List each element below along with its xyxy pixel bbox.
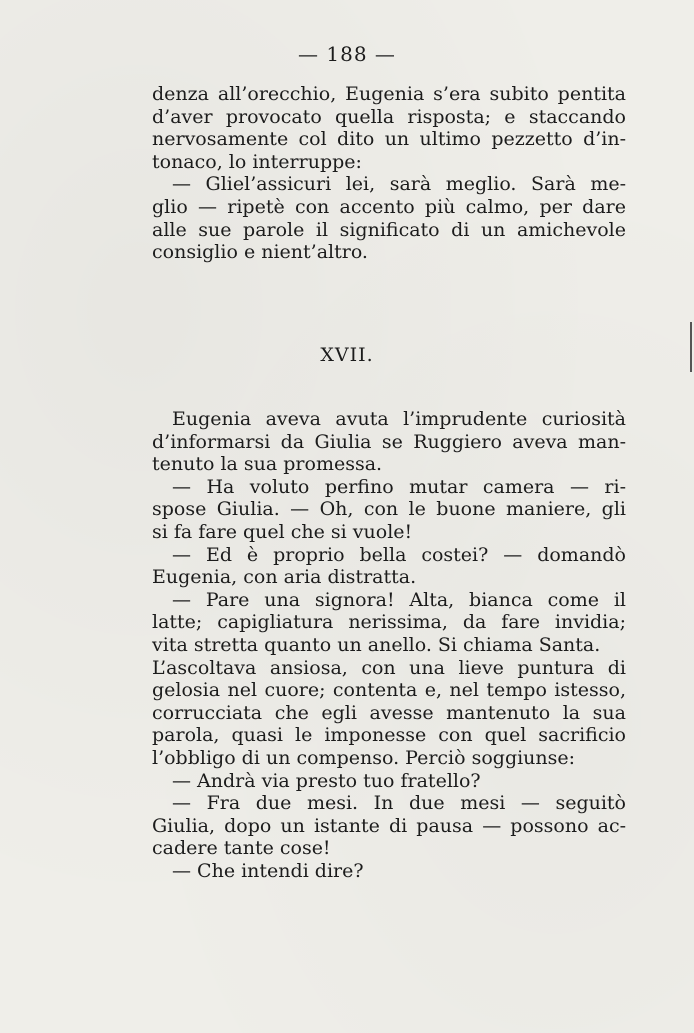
- text-line: spose Giulia. — Oh, con le buone maniere, gli: [152, 498, 626, 521]
- chapter-body: [152, 408, 626, 882]
- text-line: d’aver provocato quella risposta; e staccando: [152, 105, 626, 128]
- text-line: — Ed è proprio bella costei? — domandò: [172, 543, 626, 566]
- text-line: denza all’orecchio, Eugenia s’era subito pentita: [152, 83, 626, 105]
- text-line: Eugenia, con aria distratta.: [152, 566, 417, 589]
- text-line: Eugenia aveva avuta l’imprudente curiosità: [172, 408, 626, 430]
- text-line: glio — ripetè con accento più calmo, per dare: [152, 195, 626, 218]
- text-line: L’ascoltava ansiosa, con una lieve puntura di: [152, 656, 626, 679]
- text-line: — Pare una signora! Alta, bianca come il: [172, 588, 626, 611]
- text-line: nervosamente col dito un ultimo pezzetto d’in-: [152, 128, 626, 151]
- text-line: consiglio e nient’altro.: [152, 241, 368, 264]
- text-line: — Gliel’assicuri lei, sarà meglio. Sarà me-: [172, 173, 626, 196]
- text-line: d’informarsi da Giulia se Ruggiero aveva man-: [152, 430, 626, 453]
- text-line: si fa fare quel che si vuole!: [152, 520, 413, 543]
- text-line: l’obbligo di un compenso. Perciò soggiunse:: [152, 746, 576, 769]
- text-line: gelosia nel cuore; contenta e, nel tempo istesso,: [152, 679, 626, 702]
- page-number: — 188 —: [298, 42, 396, 66]
- text-line: — Andrà via presto tuo fratello?: [172, 769, 481, 792]
- text-line: parola, quasi le imponesse con quel sacrificio: [152, 724, 626, 747]
- text-line: corrucciata che egli avesse mantenuto la sua: [152, 701, 626, 724]
- text-line: latte; capigliatura nerissima, da fare invidia;: [152, 611, 626, 634]
- text-line: — Che intendi dire?: [172, 859, 364, 882]
- text-line: alle sue parole il significato di un amichevole: [152, 218, 626, 241]
- text-line: tenuto la sua promessa.: [152, 453, 383, 476]
- text-line: vita stretta quanto un anello. Si chiama Santa.: [152, 633, 601, 656]
- text-line: — Fra due mesi. In due mesi — seguitò: [172, 792, 626, 815]
- text-line: — Ha voluto perfino mutar camera — ri-: [172, 475, 626, 498]
- text-line: Giulia, dopo un istante di pausa — possono ac-: [152, 814, 626, 837]
- text-line: tonaco, lo interruppe:: [152, 150, 362, 173]
- chapter-heading: XVII.: [320, 344, 374, 366]
- text-line: cadere tante cose!: [152, 837, 331, 860]
- top-paragraph: [152, 83, 626, 264]
